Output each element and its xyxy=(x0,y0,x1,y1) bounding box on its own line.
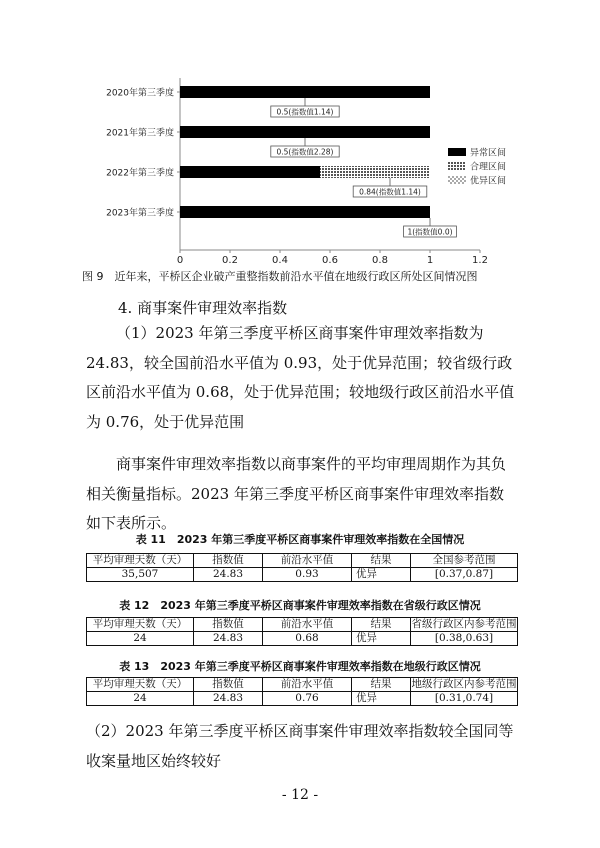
header-cell: 前沿水平值 xyxy=(263,554,352,568)
table-cell: 优异 xyxy=(352,632,411,646)
table-cell: 0.93 xyxy=(263,568,352,582)
table-row xyxy=(87,568,518,582)
table-cell: 24 xyxy=(87,692,194,706)
table-row xyxy=(87,692,518,706)
paragraph-3: （2）2023 年第三季度平桥区商事案件审理效率指数较全国同等收案量地区始终较好 xyxy=(86,722,514,770)
table-11-caption: 表 11 2023 年第三季度平桥区商事案件审理效率指数在全国情况 xyxy=(135,533,465,546)
table-cell: 35,507 xyxy=(87,568,194,582)
table-cell: 优异 xyxy=(352,692,411,706)
table-13-caption: 表 13 2023 年第三季度平桥区商事案件审理效率指数在地级行政区情况 xyxy=(119,660,481,673)
header-cell: 结果 xyxy=(352,678,411,692)
y-tick-label: 2022年第三季度 xyxy=(106,168,174,179)
annotation-label: 0.5(指数值2.28) xyxy=(276,147,334,157)
y-tick-label: 2021年第三季度 xyxy=(106,128,174,139)
figure-caption: 图 9 近年来，平桥区企业破产重整指数前沿水平值在地级行政区所处区间情况图 xyxy=(82,270,478,283)
table-cell: 优异 xyxy=(352,568,411,582)
legend-label: 异常区间 xyxy=(470,148,507,159)
chart-svg xyxy=(70,78,540,263)
y-tick-label: 2023年第三季度 xyxy=(106,208,174,219)
bar-segment xyxy=(180,206,430,218)
annotation-label: 1(指数值0.0) xyxy=(407,227,453,237)
table-12-caption: 表 12 2023 年第三季度平桥区商事案件审理效率指数在省级行政区情况 xyxy=(119,599,481,612)
table-header-row xyxy=(87,618,518,632)
x-tick-label: 0.2 xyxy=(222,255,238,263)
paragraph-2: 商事案件审理效率指数以商事案件的平均审理周期作为其负相关衡量指标。2023 年第三季度平桥区商事案件审理效率指数如下表所示。 xyxy=(86,455,507,532)
header-cell: 地级行政区内参考范围 xyxy=(411,678,517,690)
table-13 xyxy=(86,677,518,706)
header-cell: 指数值 xyxy=(194,678,263,692)
header-cell: 全国参考范围 xyxy=(411,554,518,568)
legend-label: 优异区间 xyxy=(470,176,507,187)
table-cell: [0.38,0.63] xyxy=(411,632,518,646)
table-11 xyxy=(86,553,518,582)
bar-segment xyxy=(180,86,430,98)
header-cell: 结果 xyxy=(352,618,411,632)
header-cell: 前沿水平值 xyxy=(263,618,352,632)
bar-segment xyxy=(320,166,430,178)
table-header-row xyxy=(87,678,518,692)
table-12 xyxy=(86,617,518,646)
table-cell: 24.83 xyxy=(194,692,263,706)
table-cell: 24.83 xyxy=(194,632,263,646)
page-number: - 12 - xyxy=(281,787,319,803)
x-tick-label: 0.8 xyxy=(372,255,388,263)
header-cell: 前沿水平值 xyxy=(263,678,352,692)
x-tick-label: 0.4 xyxy=(272,255,288,263)
legend-swatch xyxy=(448,176,466,184)
header-cell: 平均审理天数（天） xyxy=(87,678,194,692)
annotation-label: 0.5(指数值1.14) xyxy=(276,107,334,117)
table-cell: [0.31,0.74] xyxy=(411,692,518,706)
x-tick-label: 0 xyxy=(176,255,184,263)
bar-chart xyxy=(70,78,540,263)
legend-label: 合理区间 xyxy=(470,162,507,173)
annotation-label: 0.84(指数值1.14) xyxy=(359,187,421,197)
table-cell: [0.37,0.87] xyxy=(411,568,518,582)
header-cell: 平均审理天数（天） xyxy=(87,618,194,632)
table-cell: 24 xyxy=(87,632,194,646)
section-heading: 4. 商事案件审理效率指数 xyxy=(118,299,288,317)
table-header-row xyxy=(87,554,518,568)
header-cell: 结果 xyxy=(352,554,411,568)
y-tick-label: 2020年第三季度 xyxy=(106,88,174,99)
x-tick-label: 0.6 xyxy=(322,255,338,263)
header-cell: 指数值 xyxy=(194,618,263,632)
bar-segment xyxy=(180,126,430,138)
table-cell: 24.83 xyxy=(194,568,263,582)
legend-swatch xyxy=(448,148,466,156)
bar-segment xyxy=(180,166,320,178)
x-tick-label: 1.2 xyxy=(472,255,488,263)
x-tick-label: 1 xyxy=(426,255,434,263)
paragraph-1: （1）2023 年第三季度平桥区商事案件审理效率指数为 24.83，较全国前沿水平值为 0.93，处于优异范围；较省级行政区前沿水平值为 0.68，处于优异范围；较地级行政区前沿水平值为 0.76，处于优异范围 xyxy=(86,324,515,431)
header-cell: 指数值 xyxy=(194,554,263,568)
legend-swatch xyxy=(448,162,466,170)
table-row xyxy=(87,632,518,646)
header-cell: 平均审理天数（天） xyxy=(87,554,194,568)
table-cell: 0.76 xyxy=(263,692,352,706)
header-cell: 省级行政区内参考范围 xyxy=(411,618,517,630)
table-cell: 0.68 xyxy=(263,632,352,646)
